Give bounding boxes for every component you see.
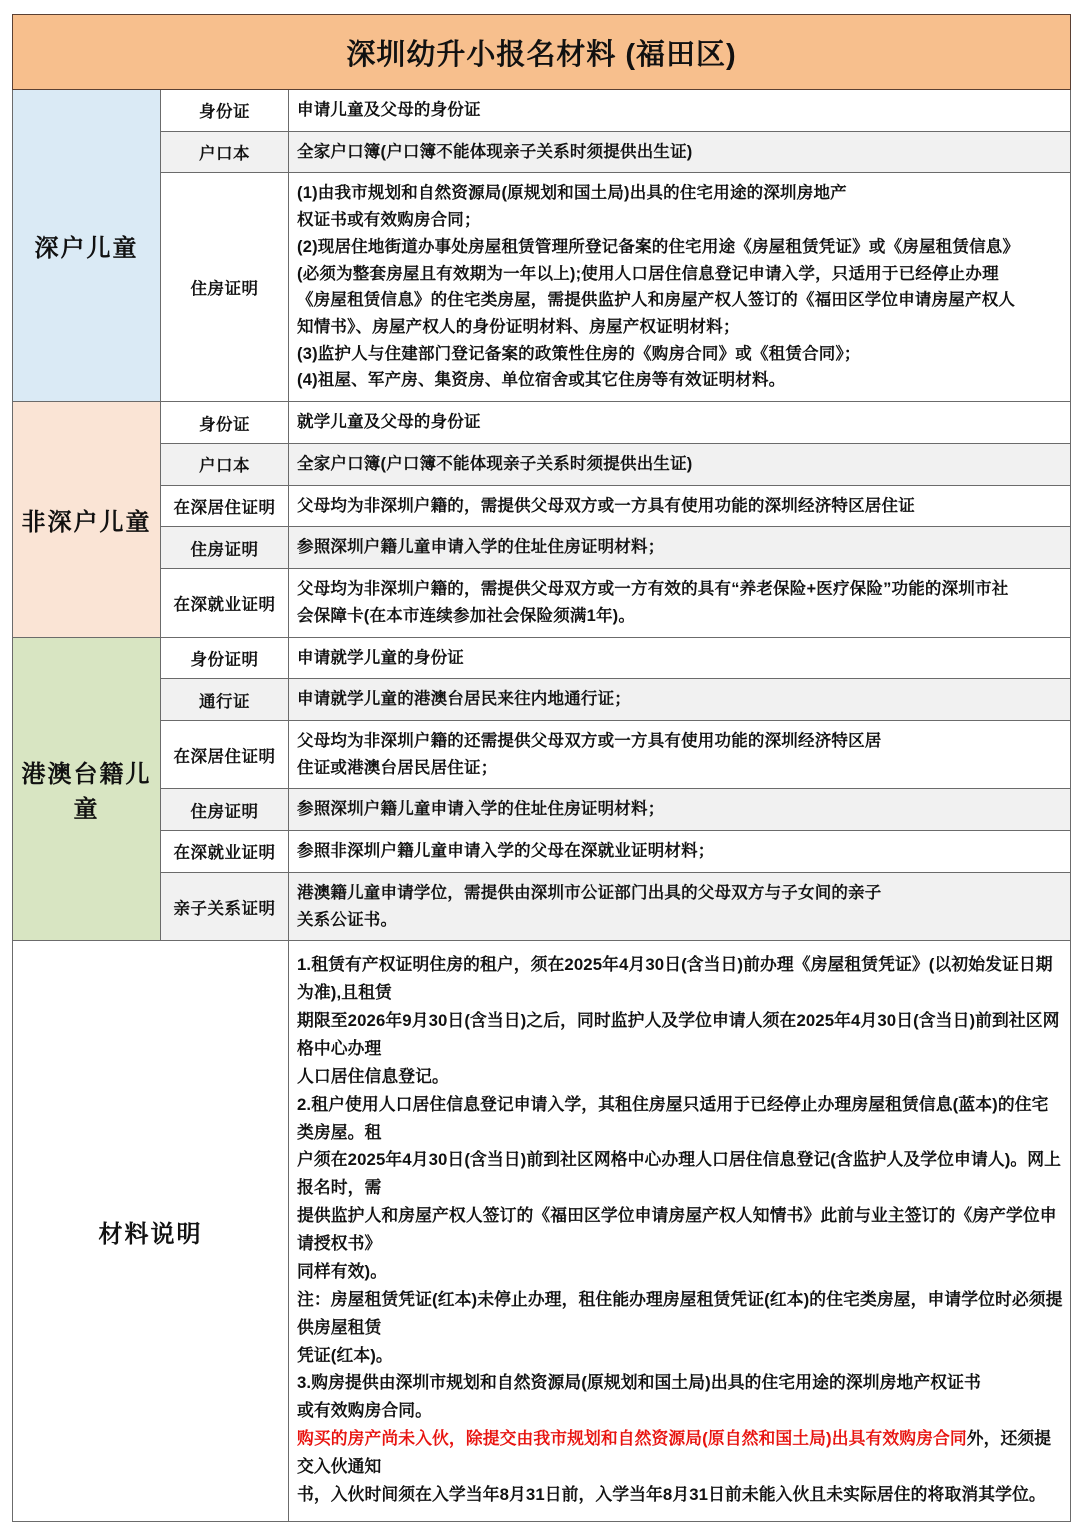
material-item-description: 父母均为非深圳户籍的，需提供父母双方或一方具有使用功能的深圳经济特区居住证: [289, 485, 1071, 527]
page-title: 深圳幼升小报名材料 (福田区): [13, 15, 1071, 90]
notes-line-text: 人口居住信息登记。: [297, 1066, 449, 1086]
description-line: (3)监护人与住建部门登记备案的政策性住房的《购房合同》或《租赁合同》；: [297, 344, 861, 363]
category-label-0: 深户儿童: [13, 90, 161, 402]
description-line: 港澳籍儿童申请学位，需提供由深圳市公证部门出具的父母双方与子女间的亲子: [297, 883, 882, 902]
notes-label: 材料说明: [13, 941, 289, 1522]
material-item-label: 身份证: [161, 90, 289, 132]
notes-line-text: 或有效购房合同。: [297, 1401, 433, 1421]
notes-line-text: 书，入伙时间须在入学当年8月31日前，入学当年8月31日前未能入伙且未实际居住的将取消其学位。: [297, 1484, 1046, 1504]
notes-line: [297, 1342, 1064, 1370]
table-row: [13, 485, 1071, 527]
notes-line-text: 购买的房产尚未入伙，除提交由我市规划和自然资源局(原自然和国土局)出具有效购房合同: [297, 1429, 967, 1449]
material-item-label: 住房证明: [161, 527, 289, 569]
material-item-label: 在深居住证明: [161, 720, 289, 788]
material-item-description: 申请儿童及父母的身份证: [289, 90, 1071, 132]
description-line: (必须为整套房屋且有效期为一年以上);使用人口居住信息登记申请入学，只适用于已经停止办理: [297, 264, 999, 283]
material-item-description: [289, 720, 1071, 788]
table-row: [13, 789, 1071, 831]
table-body: [13, 15, 1071, 1522]
material-item-label: 住房证明: [161, 789, 289, 831]
notes-content: [289, 941, 1071, 1522]
notes-line: [297, 1397, 1064, 1425]
notes-line: [297, 1063, 1064, 1091]
description-line: 《房屋租赁信息》的住宅类房屋，需提供监护人和房屋产权人签订的《福田区学位申请房屋产权人: [297, 291, 1016, 310]
material-item-label: 身份证明: [161, 637, 289, 679]
description-line: 父母均为非深圳户籍的，需提供父母双方或一方有效的具有“养老保险+医疗保险”功能的深圳市社: [297, 580, 1009, 599]
material-item-label: 亲子关系证明: [161, 872, 289, 940]
notes-line: [297, 951, 1064, 1007]
notes-line-text: 提供监护人和房屋产权人签订的《福田区学位申请房屋产权人知情书》此前与业主签订的《房产学位申请授权书》: [297, 1206, 1057, 1253]
table-row: [13, 679, 1071, 721]
material-item-description: 参照深圳户籍儿童申请入学的住址住房证明材料；: [289, 527, 1071, 569]
material-item-description: 申请就学儿童的港澳台居民来往内地通行证；: [289, 679, 1071, 721]
description-line: (2)现居住地街道办事处房屋租赁管理所登记备案的住宅用途《房屋租赁凭证》或《房屋租赁信息》: [297, 237, 1020, 256]
notes-line: [297, 1425, 1064, 1481]
notes-line-suffix: 外，还须提交入伙通知: [297, 1429, 1052, 1476]
notes-line-text: 凭证(红本)。: [297, 1345, 393, 1365]
category-label-2: 港澳台籍儿童: [13, 637, 161, 941]
notes-line-text: 2.租户使用人口居住信息登记申请入学，其租住房屋只适用于已经停止办理房屋租赁信息(蓝本)的住宅类房屋。租: [297, 1094, 1049, 1142]
table-row: [13, 131, 1071, 173]
notes-line-text: 同样有效)。: [297, 1261, 388, 1281]
table-row: [13, 527, 1071, 569]
notes-line: [297, 1091, 1064, 1147]
material-item-label: 在深就业证明: [161, 569, 289, 637]
material-item-description: 参照非深圳户籍儿童申请入学的父母在深就业证明材料；: [289, 831, 1071, 873]
table-row: [13, 90, 1071, 132]
notes-line-text: 注：房屋租赁凭证(红本)未停止办理，租住能办理房屋租赁凭证(红本)的住宅类房屋，申请学位时必须提供房屋租赁: [297, 1289, 1063, 1337]
material-item-description: 全家户口簿(户口簿不能体现亲子关系时须提供出生证): [289, 443, 1071, 485]
material-item-description: 全家户口簿(户口簿不能体现亲子关系时须提供出生证): [289, 131, 1071, 173]
table-row: [13, 637, 1071, 679]
material-item-description: [289, 872, 1071, 940]
material-item-label: 在深就业证明: [161, 831, 289, 873]
table-row: [13, 443, 1071, 485]
description-line: 关系公证书。: [297, 910, 398, 929]
notes-line: [297, 1258, 1064, 1286]
table-row: [13, 831, 1071, 873]
description-line: 会保障卡(在本市连续参加社会保险须满1年)。: [297, 606, 636, 625]
description-line: (1)由我市规划和自然资源局(原规划和国土局)出具的住宅用途的深圳房地产: [297, 184, 847, 203]
notes-line-text: 1.租赁有产权证明住房的租户，须在2025年4月30日(含当日)前办理《房屋租赁凭证》(以初始发证日期为准),且租赁: [297, 955, 1053, 1003]
description-line: 住证或港澳台居民居住证；: [297, 758, 498, 777]
description-line: 权证书或有效购房合同；: [297, 211, 481, 230]
material-item-label: 户口本: [161, 443, 289, 485]
material-item-label: 户口本: [161, 131, 289, 173]
material-item-description: 参照深圳户籍儿童申请入学的住址住房证明材料；: [289, 789, 1071, 831]
table-row: [13, 872, 1071, 940]
notes-line-text: 期限至2026年9月30日(含当日)之后，同时监护人及学位申请人须在2025年4月30日(含当日)前到社区网格中心办理: [297, 1011, 1060, 1058]
description-line: 父母均为非深圳户籍的还需提供父母双方或一方具有使用功能的深圳经济特区居: [297, 731, 882, 750]
table-row: [13, 173, 1071, 402]
material-item-description: 申请就学儿童的身份证: [289, 637, 1071, 679]
category-label-1: 非深户儿童: [13, 402, 161, 637]
materials-table-wrapper: [12, 14, 1070, 1522]
notes-line: [297, 1286, 1064, 1342]
material-item-label: 身份证: [161, 402, 289, 444]
table-row: [13, 402, 1071, 444]
notes-line-text: 3.购房提供由深圳市规划和自然资源局(原规划和国土局)出具的住宅用途的深圳房地产权证书: [297, 1373, 981, 1393]
notes-line: [297, 1146, 1064, 1202]
notes-line: [297, 1481, 1064, 1509]
material-item-description: [289, 569, 1071, 637]
table-row: [13, 569, 1071, 637]
material-item-description: 就学儿童及父母的身份证: [289, 402, 1071, 444]
material-item-label: 在深居住证明: [161, 485, 289, 527]
title-row: [13, 15, 1071, 90]
notes-line: [297, 1007, 1064, 1063]
material-item-description: [289, 173, 1071, 402]
notes-line: [297, 1202, 1064, 1258]
table-row: [13, 720, 1071, 788]
description-line: (4)祖屋、军产房、集资房、单位宿舍或其它住房等有效证明材料。: [297, 371, 786, 390]
notes-line-text: 户须在2025年4月30日(含当日)前到社区网格中心办理人口居住信息登记(含监护人及学位申请人)。网上报名时，需: [297, 1150, 1062, 1198]
material-item-label: 住房证明: [161, 173, 289, 402]
material-item-label: 通行证: [161, 679, 289, 721]
description-line: 知情书》、房屋产权人的身份证明材料、房屋产权证明材料；: [297, 318, 740, 337]
notes-row: [13, 941, 1071, 1522]
materials-table: [12, 14, 1071, 1522]
notes-line: [297, 1369, 1064, 1397]
